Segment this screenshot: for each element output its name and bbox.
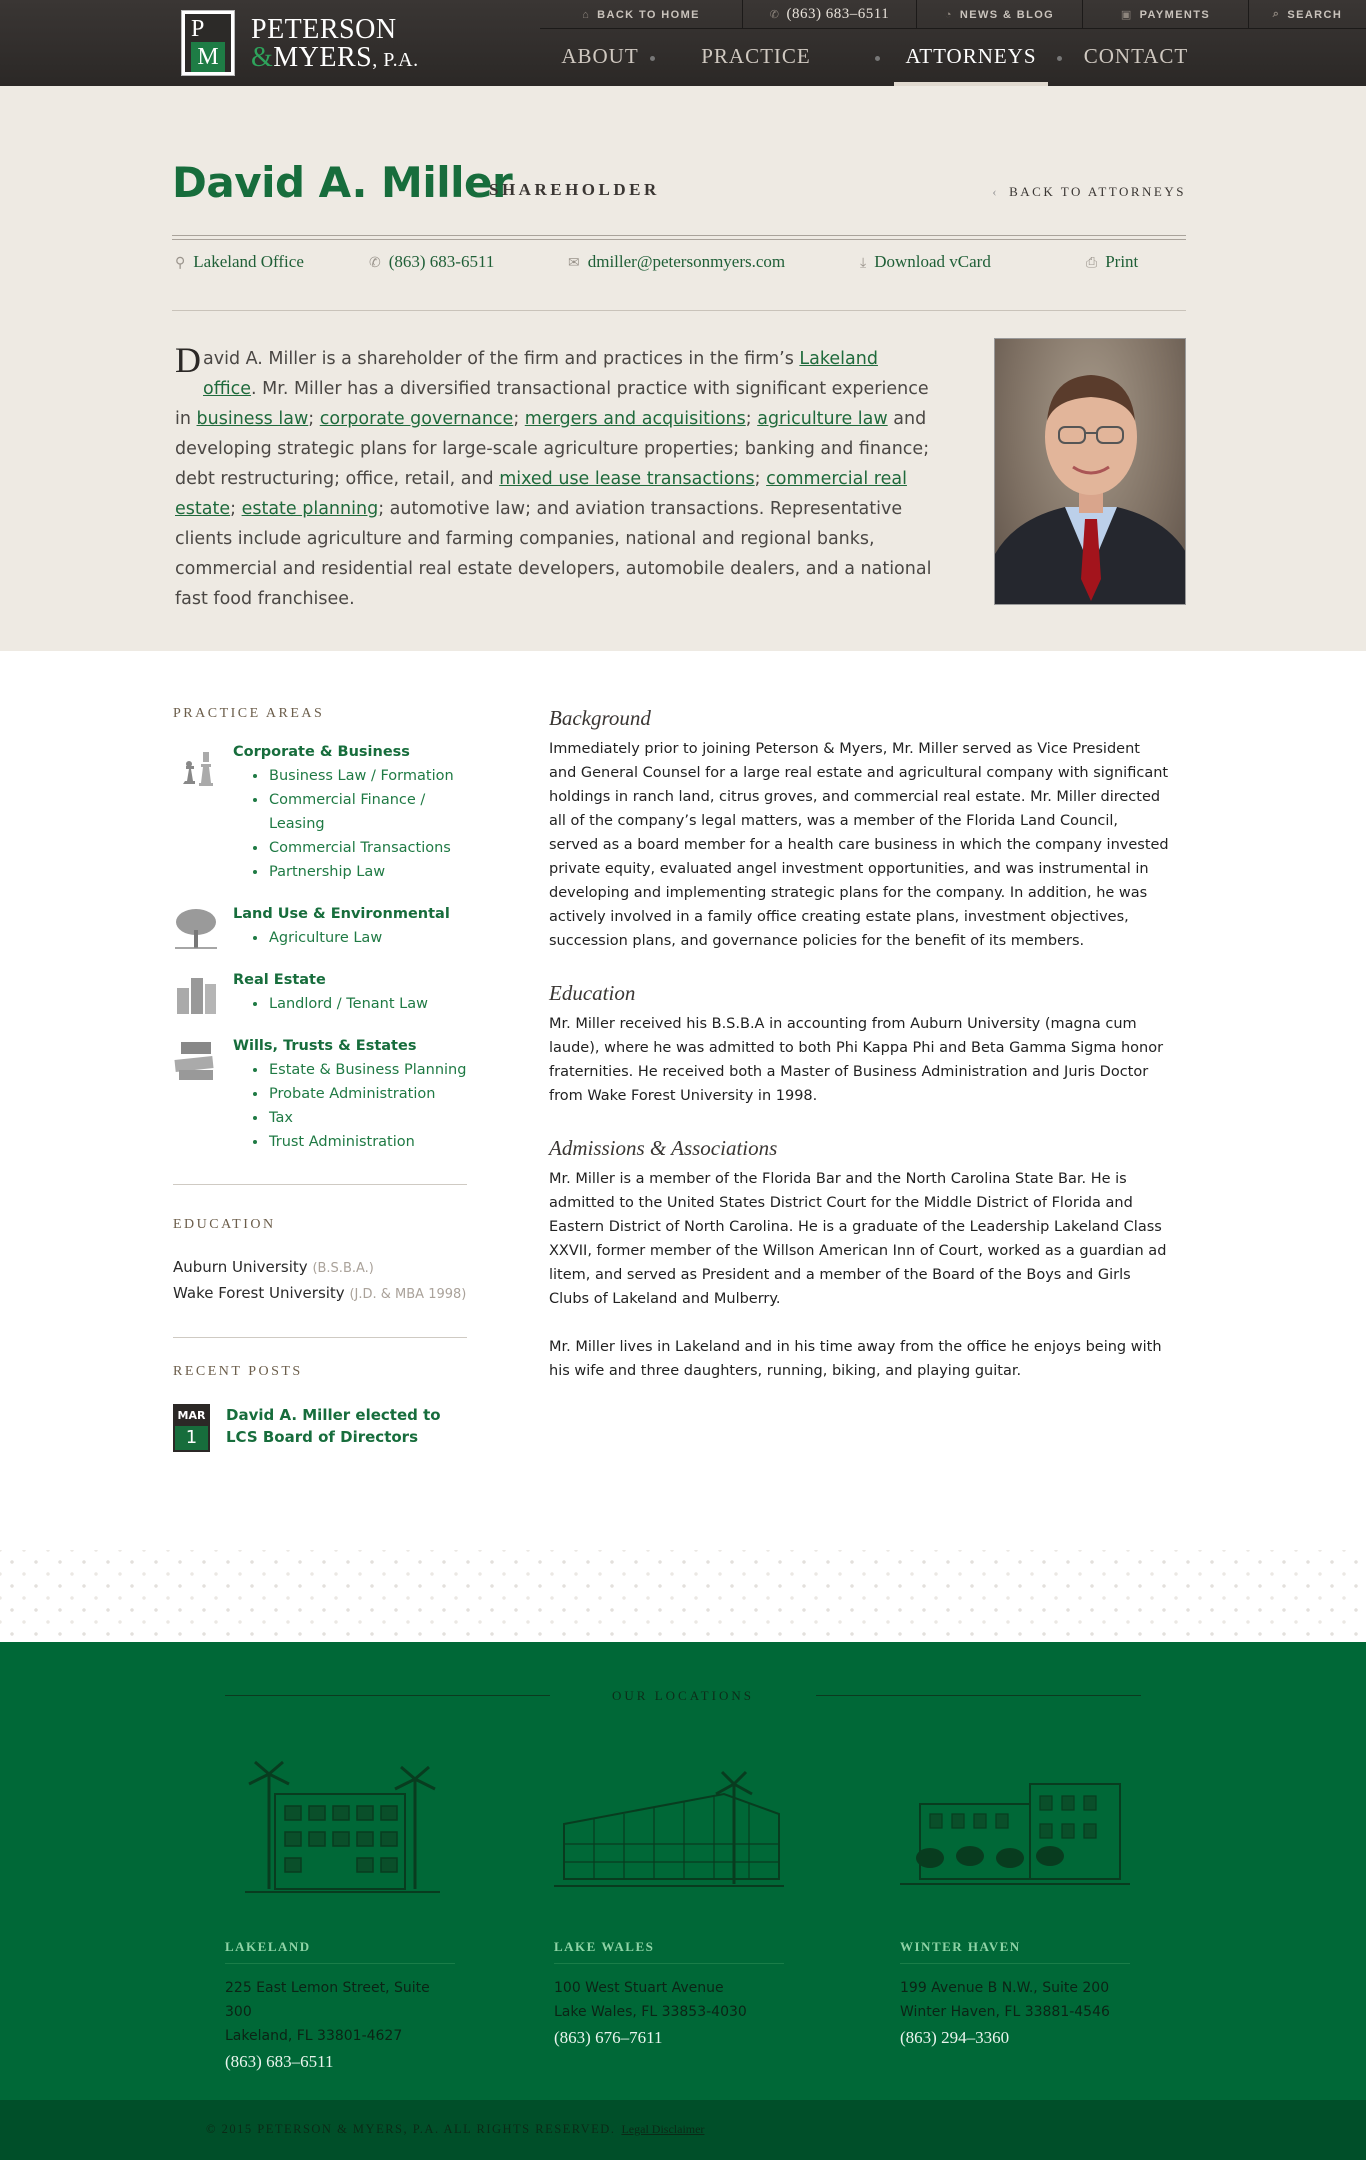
drop-cap: D <box>175 340 201 380</box>
nav-separator <box>875 56 880 61</box>
location-lake-wales <box>554 1754 784 2048</box>
attorney-name: David A. Miller <box>172 158 513 207</box>
news-blog-link[interactable]: ◔ NEWS & BLOG <box>916 0 1082 29</box>
section-paragraph: Immediately prior to joining Peterson & Myers, Mr. Miller served as Vice President and General Counsel for a large real estate and agricultural company with significant holdings in ranch land, citrus groves, and commercial real estate. Mr. Miller directed all of the company’s legal matters, was a member of the Florida Land Council, served as a board member for a health care business in which the company invested private equity, evaluated angel investment opportunities, and was instrumental in developing and implementing strategic plans for the company. In addition, he was actively involved in a family office creating estate plans, investment objectives, succession plans, and governance policies for the benefit of its members. <box>549 741 1169 949</box>
envelope-icon: ✉ <box>568 255 580 271</box>
nav-practice-areas[interactable]: PRACTICE <box>701 44 811 68</box>
link-corporate-governance[interactable]: corporate governance <box>319 409 514 429</box>
attorney-photo <box>994 338 1186 605</box>
practice-link[interactable]: Commercial Transactions <box>233 836 467 860</box>
practice-link[interactable]: Estate & Business Planning <box>233 1058 467 1082</box>
decorative-pattern-band <box>0 1550 1366 1642</box>
lakeland-office-illustration <box>225 1754 455 1904</box>
nav-separator <box>650 56 655 61</box>
nav-contact[interactable]: CONTACT <box>1083 44 1189 68</box>
payments-link[interactable]: ▣ PAYMENTS <box>1082 0 1248 29</box>
vcard-download-link[interactable]: ⤓ Download vCard <box>860 252 991 271</box>
locations-heading: OUR LOCATIONS <box>612 1688 754 1703</box>
attorney-title: SHAREHOLDER <box>489 180 660 199</box>
recent-post[interactable] <box>173 1404 467 1448</box>
chess-pieces-icon <box>173 744 219 790</box>
main-content <box>549 706 1169 1383</box>
back-to-home-link[interactable]: ⌂ BACK TO HOME <box>582 8 700 21</box>
divider <box>173 1184 467 1185</box>
logo-wordmark: PETERSON &MYERS, P.A. <box>251 14 419 73</box>
location-name: WINTER HAVEN <box>900 1939 1130 1964</box>
map-pin-icon: ⚲ <box>175 255 186 271</box>
location-address: 199 Avenue B N.W., Suite 200 Winter Haven, FL 33881-4546 <box>900 1980 1110 2020</box>
practice-group-wills-trusts: Wills, Trusts & Estates Estate & Business Planning Probate Administration Tax Trust Administration <box>173 1038 467 1154</box>
location-winter-haven <box>900 1754 1130 2048</box>
practice-link[interactable]: Landlord / Tenant Law <box>233 992 467 1016</box>
section-paragraph: Mr. Miller received his B.S.B.A in accounting from Auburn University (magna cum laude), where he was admitted to both Phi Kappa Phi and Beta Gamma Sigma honor fraternities. He received both a Master of Business Administration and Juris Doctor from Wake Forest University in 1998. <box>549 1016 1164 1104</box>
divider <box>173 1337 467 1338</box>
calendar-date-badge: MAR 1 <box>173 1404 210 1452</box>
tree-icon <box>173 906 219 952</box>
practice-link[interactable]: Probate Administration <box>233 1082 467 1106</box>
practice-group-real-estate: Real Estate Landlord / Tenant Law <box>173 972 467 1016</box>
copyright: © 2015 PETERSON & MYERS, P.A. ALL RIGHTS RESERVED. Legal Disclaimer <box>206 2122 705 2136</box>
location-address: 100 West Stuart Avenue Lake Wales, FL 33853-4030 <box>554 1980 747 2020</box>
education-heading: EDUCATION <box>173 1217 276 1232</box>
utility-nav <box>540 0 1366 29</box>
chevron-left-icon: ‹ <box>992 184 1000 199</box>
legal-disclaimer-link[interactable]: Legal Disclaimer <box>621 2122 705 2136</box>
attorney-hero <box>0 86 1366 651</box>
office-link[interactable]: ⚲ Lakeland Office <box>175 252 304 271</box>
phone-icon: ✆ <box>769 9 780 21</box>
back-to-attorneys-link[interactable]: ‹ BACK TO ATTORNEYS <box>992 184 1186 199</box>
site-footer <box>0 1642 1366 2100</box>
divider <box>172 310 1186 311</box>
money-stack-icon <box>173 1038 219 1084</box>
link-mergers-acquisitions[interactable]: mergers and acquisitions <box>524 409 746 429</box>
lock-icon: ▣ <box>1120 9 1133 21</box>
buildings-icon <box>173 972 219 1018</box>
phone-icon: ✆ <box>369 255 381 271</box>
header-phone-link[interactable]: ✆ (863) 683–6511 <box>742 0 916 29</box>
logo-mark: P M <box>181 10 235 76</box>
section-admissions <box>549 1136 1169 1383</box>
location-lakeland <box>225 1754 455 2072</box>
print-link[interactable]: ⎙ Print <box>1086 252 1139 271</box>
nav-about[interactable]: ABOUT <box>561 44 639 68</box>
practice-areas-heading: PRACTICE AREAS <box>173 706 325 721</box>
winter-haven-office-illustration <box>900 1754 1130 1904</box>
section-heading: Background <box>549 706 651 730</box>
search-icon: ⌕ <box>1272 8 1281 20</box>
footer-bottom-bar <box>0 2100 1366 2160</box>
main-nav <box>540 30 1366 86</box>
divider <box>172 235 1186 240</box>
link-commercial-real-estate[interactable]: commercial real estate <box>175 469 907 519</box>
link-lakeland-office[interactable]: Lakeland office <box>203 349 878 399</box>
link-business-law[interactable]: business law <box>196 409 309 429</box>
education-item: Auburn University (B.S.B.A.) <box>173 1258 374 1276</box>
location-phone[interactable]: (863) 294–3360 <box>900 2028 1010 2047</box>
link-mixed-use-lease[interactable]: mixed use lease transactions <box>499 469 755 489</box>
section-heading: Education <box>549 981 636 1005</box>
contact-info-row <box>172 252 1186 292</box>
section-heading: Admissions & Associations <box>549 1136 778 1160</box>
practice-link[interactable]: Commercial Finance / Leasing <box>233 788 467 836</box>
practice-group-land-use: Land Use & Environmental Agriculture Law <box>173 906 467 950</box>
nav-attorneys[interactable]: ATTORNEYS <box>894 30 1048 86</box>
section-education <box>549 981 1169 1108</box>
site-header <box>0 0 1366 86</box>
recent-posts-heading: RECENT POSTS <box>173 1364 303 1379</box>
location-address: 225 East Lemon Street, Suite 300 Lakeland, FL 33801-4627 <box>225 1980 430 2044</box>
rss-icon: ◔ <box>944 8 953 21</box>
email-link[interactable]: ✉ dmiller@petersonmyers.com <box>568 252 786 271</box>
post-title[interactable]: David A. Miller elected to LCS Board of Directors <box>226 1406 441 1446</box>
section-background <box>549 706 1169 953</box>
practice-link[interactable]: Agriculture Law <box>233 926 467 950</box>
practice-link[interactable]: Partnership Law <box>233 860 467 884</box>
location-phone[interactable]: (863) 683–6511 <box>225 2052 334 2071</box>
practice-link[interactable]: Business Law / Formation <box>233 764 467 788</box>
link-agriculture-law[interactable]: agriculture law <box>757 409 888 429</box>
practice-group-corporate: Corporate & Business Business Law / Formation Commercial Finance / Leasing Commercial Transactions Partnership Law <box>173 744 467 884</box>
home-icon: ⌂ <box>582 8 591 21</box>
location-name: LAKE WALES <box>554 1939 784 1964</box>
attorney-bio: David A. Miller is a shareholder of the firm and practices in the firm’s Lakeland office. Mr. Miller has a diversified transactional practice with significant experience in business law; corporate governance; mergers and acquisitions; agriculture law and developing strategic plans for large-scale agriculture properties; banking and finance; debt restructuring; office, retail, and mixed use lease transactions; commercial real estate; estate planning; automotive law; and aviation transactions. Representative clients include agriculture and farming companies, national and regional banks, commercial and residential real estate developers, automobile dealers, and a national fast food franchisee. <box>175 340 932 609</box>
location-name: LAKELAND <box>225 1939 455 1964</box>
phone-link[interactable]: ✆ (863) 683-6511 <box>369 252 495 271</box>
practice-link[interactable]: Trust Administration <box>233 1130 467 1154</box>
education-list <box>173 1255 467 1307</box>
section-paragraph: Mr. Miller lives in Lakeland and in his time away from the office he enjoys being with his wife and three daughters, running, biking, and playing guitar. <box>549 1339 1162 1379</box>
sidebar <box>173 706 467 1448</box>
search-link[interactable]: ⌕ SEARCH <box>1248 0 1366 29</box>
location-phone[interactable]: (863) 676–7611 <box>554 2028 663 2047</box>
lake-wales-office-illustration <box>554 1754 784 1904</box>
download-icon: ⤓ <box>860 255 867 271</box>
section-paragraph: Mr. Miller is a member of the Florida Bar and the North Carolina State Bar. He is admitted to the United States District Court for the Middle District of Florida and Eastern District of North Carolina. He is a graduate of the Leadership Lakeland Class XXVII, former member of the Willson American Inn of Court, worked as a guardian ad litem, and served as President and a member of the Board of the Boys and Girls Clubs of Lakeland and Mulberry. <box>549 1171 1167 1307</box>
education-item: Wake Forest University (J.D. & MBA 1998) <box>173 1284 467 1302</box>
nav-separator <box>1057 56 1062 61</box>
link-estate-planning[interactable]: estate planning <box>241 499 379 519</box>
practice-link[interactable]: Tax <box>233 1106 467 1130</box>
printer-icon: ⎙ <box>1086 255 1098 271</box>
